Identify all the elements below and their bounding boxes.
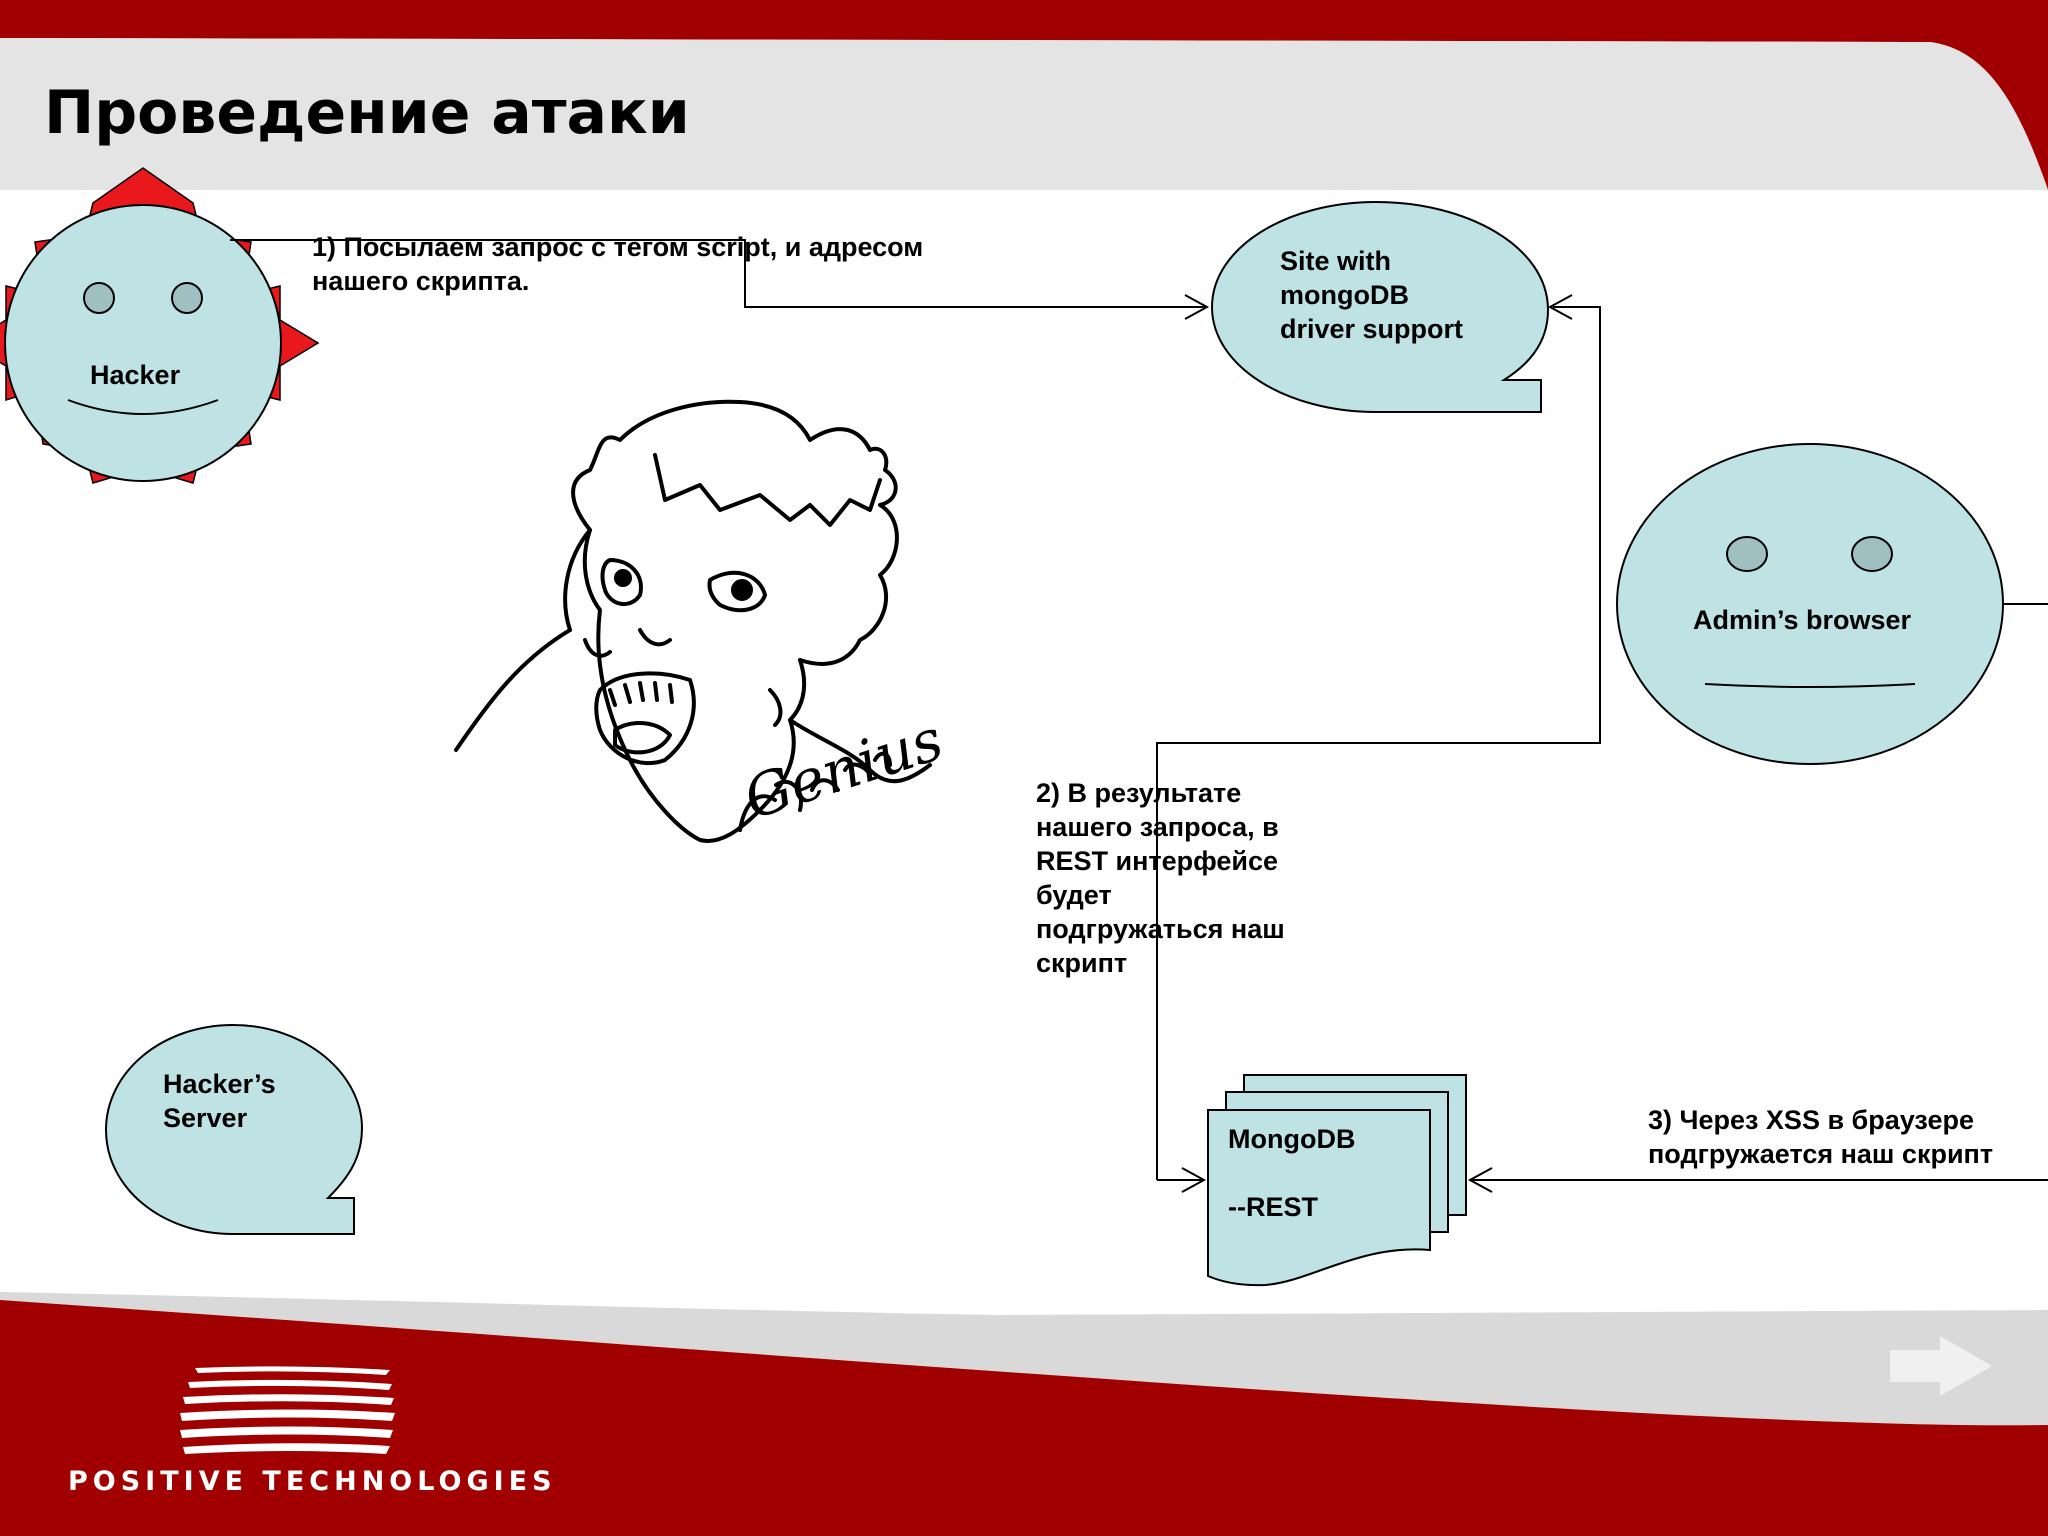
mongodb-label-line1: MongoDB [1228, 1124, 1356, 1154]
brand-name: POSITIVE TECHNOLOGIES [68, 1466, 557, 1497]
step3-line1: 3) Через XSS в браузере [1648, 1105, 1974, 1135]
step2-line3: REST интерфейсе [1036, 846, 1279, 876]
slide-title: Проведение атаки [44, 78, 690, 148]
admin-browser-label: Admin’s browser [1693, 605, 1912, 635]
step2-line4: будет [1036, 880, 1112, 910]
mongodb-label-line2: --REST [1228, 1192, 1318, 1222]
step2-line5: подгружаться наш [1036, 914, 1285, 944]
step3-line2: подгружается наш скрипт [1648, 1139, 1994, 1169]
hacker-server-label-line1: Hacker’s [163, 1069, 276, 1099]
site-label-line3: driver support [1280, 314, 1464, 344]
hacker-face [5, 205, 281, 481]
admin-left-eye [1727, 537, 1767, 571]
step2-line1: 2) В результате [1036, 778, 1242, 808]
arrow-rest-to-site [1157, 307, 1600, 1180]
hacker-right-eye [172, 283, 202, 313]
step2-line2: нашего запроса, в [1036, 812, 1279, 842]
genius-caption: Genius [736, 705, 951, 833]
step2-line6: скрипт [1036, 948, 1128, 978]
hacker-label: Hacker [90, 360, 181, 390]
mongodb-node [1208, 1075, 1466, 1285]
hacker-server-label-line2: Server [163, 1103, 248, 1133]
site-label-line1: Site with [1280, 246, 1392, 276]
step1-line2: нашего скрипта. [312, 266, 530, 296]
step1-line1: 1) Посылаем запрос с тегом script, и адресом [312, 232, 924, 262]
admin-right-eye [1852, 537, 1892, 571]
hacker-left-eye [84, 283, 114, 313]
hacker-node [0, 168, 318, 483]
site-label-line2: mongoDB [1280, 280, 1409, 310]
